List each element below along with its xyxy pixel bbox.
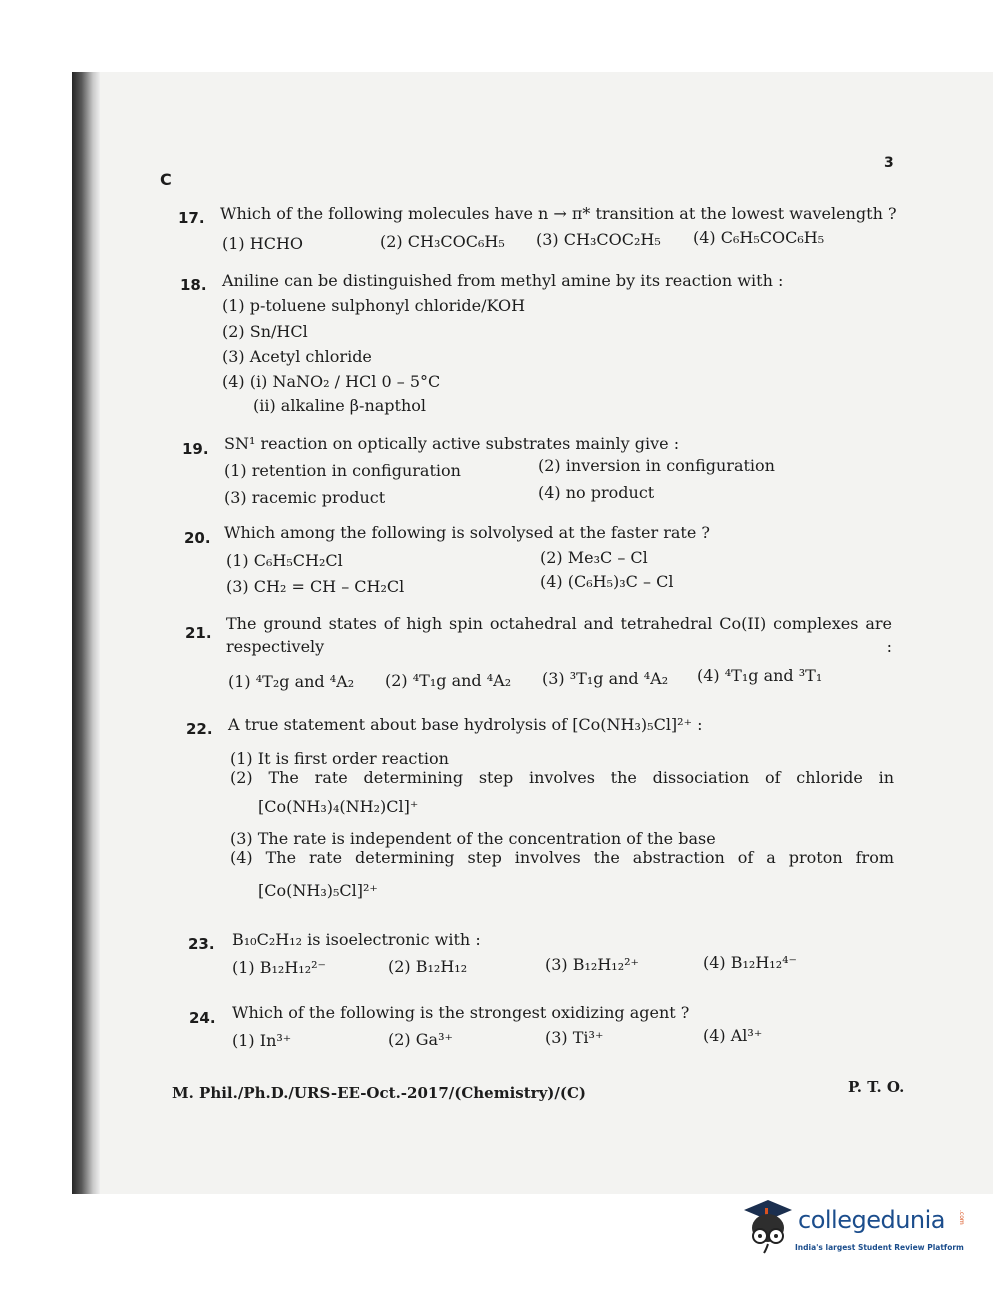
option: (2) Ga³⁺ (388, 1030, 453, 1049)
option: (2) inversion in configuration (538, 456, 775, 475)
option: (4) (C₆H₅)₃C – Cl (540, 572, 674, 591)
logo-domain-suffix: .com (958, 1210, 965, 1225)
question-number: 24. (189, 1009, 216, 1027)
option: [Co(NH₃)₅Cl]²⁺ (258, 881, 378, 900)
scan-edge-shadow (72, 72, 100, 1194)
option: (1) retention in configuration (224, 461, 461, 480)
question-text: Which of the following molecules have n → π* transition at the lowest wavelength ? (220, 204, 897, 223)
mascot-icon (738, 1198, 796, 1256)
question-number: 19. (182, 440, 209, 458)
option: (ii) alkaline β-napthol (253, 396, 427, 415)
logo-brand-text: collegedunia (798, 1206, 946, 1234)
option: (4) (i) NaNO₂ / HCl 0 – 5°C (222, 372, 441, 391)
question-text: Which among the following is solvolysed at the faster rate ? (224, 523, 710, 542)
option: (1) ⁴T₂g and ⁴A₂ (228, 672, 355, 691)
option: (3) B₁₂H₁₂²⁺ (545, 955, 639, 974)
option: (2) The rate determining step involves the dissociation of chloride in (230, 768, 894, 787)
question-number: 18. (180, 276, 207, 294)
option: (1) B₁₂H₁₂²⁻ (232, 958, 326, 977)
option: (1) In³⁺ (232, 1031, 292, 1050)
question-text: B₁₀C₂H₁₂ is isoelectronic with : (232, 930, 481, 949)
option: [Co(NH₃)₄(NH₂)Cl]⁺ (258, 797, 419, 816)
logo-tagline: India's largest Student Review Platform (795, 1243, 964, 1252)
page-number: 3 (884, 155, 894, 171)
option: (2) Sn/HCl (222, 322, 308, 341)
option: (1) C₆H₅CH₂Cl (226, 551, 343, 570)
pto-label: P. T. O. (848, 1078, 905, 1096)
option: (3) The rate is independent of the concentration of the base (230, 829, 716, 848)
question-text: Which of the following is the strongest oxidizing agent ? (232, 1003, 690, 1022)
option: (3) racemic product (224, 488, 386, 507)
option: (1) HCHO (222, 234, 304, 253)
option: (3) Ti³⁺ (545, 1028, 604, 1047)
option: (2) ⁴T₁g and ⁴A₂ (385, 671, 512, 690)
question-text: SN¹ reaction on optically active substrates mainly give : (224, 434, 680, 453)
question-text: Aniline can be distinguished from methyl amine by its reaction with : (222, 271, 784, 290)
option: (4) C₆H₅COC₆H₅ (693, 228, 825, 247)
option: (3) Acetyl chloride (222, 347, 372, 366)
option: (1) p-toluene sulphonyl chloride/KOH (222, 296, 526, 315)
option: (2) B₁₂H₁₂ (388, 957, 468, 976)
option: (1) It is first order reaction (230, 749, 449, 768)
option: (4) ⁴T₁g and ³T₁ (697, 666, 823, 685)
option: (4) Al³⁺ (703, 1026, 763, 1045)
question-number: 23. (188, 935, 215, 953)
collegedunia-logo (738, 1198, 968, 1260)
option: (2) CH₃COC₆H₅ (380, 232, 505, 251)
question-number: 17. (178, 209, 205, 227)
option: (4) no product (538, 483, 655, 502)
option: (4) B₁₂H₁₂⁴⁻ (703, 953, 797, 972)
option: (3) CH₃COC₂H₅ (536, 230, 661, 249)
option: (3) CH₂ = CH – CH₂Cl (226, 577, 405, 596)
booklet-series-letter: C (160, 170, 172, 189)
option: (2) Me₃C – Cl (540, 548, 648, 567)
question-text: A true statement about base hydrolysis of [Co(NH₃)₅Cl]²⁺ : (228, 715, 703, 734)
option: (4) The rate determining step involves the abstraction of a proton from (230, 848, 894, 867)
question-number: 22. (186, 720, 213, 738)
question-number: 21. (185, 624, 212, 642)
exam-code-footer: M. Phil./Ph.D./URS-EE-Oct.-2017/(Chemistry)/(C) (172, 1084, 586, 1102)
option: (3) ³T₁g and ⁴A₂ (542, 669, 669, 688)
question-text: The ground states of high spin octahedral and tetrahedral Co(II) complexes are respectively : (226, 614, 892, 656)
question-number: 20. (184, 529, 211, 547)
